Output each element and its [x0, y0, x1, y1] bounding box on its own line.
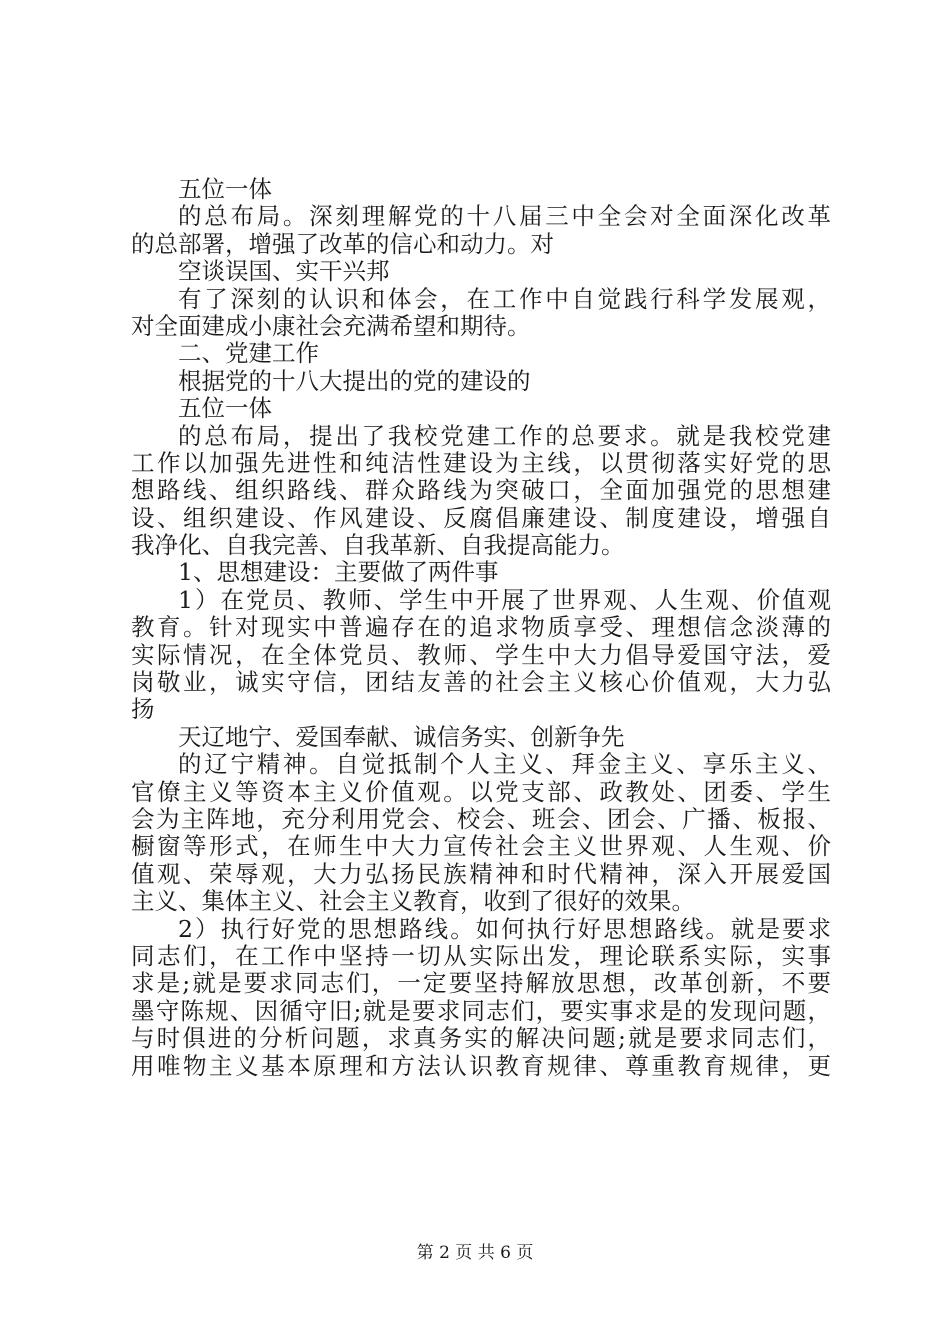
- text-line: 2）执行好党的思想路线。如何执行好思想路线。就是要求: [178, 914, 831, 943]
- text-line: 五位一体: [178, 394, 272, 423]
- text-line: 墨守陈规、因循守旧;就是要求同志们，要实事求是的发现问题，: [131, 996, 831, 1025]
- text-line: 二、党建工作: [178, 339, 319, 368]
- text-line: 的总布局。深刻理解党的十八届三中全会对全面深化改革: [178, 202, 831, 231]
- text-line: 主义、集体主义、社会主义教育，收到了很好的效果。: [131, 887, 695, 916]
- text-line: 教育。针对现实中普遍存在的追求物质享受、理想信念淡薄的: [131, 613, 831, 642]
- text-line: 值观、荣辱观，大力弘扬民族精神和时代精神，深入开展爱国: [131, 859, 831, 888]
- page-footer: 第 2 页 共 6 页: [416, 1243, 534, 1263]
- text-line: 与时俱进的分析问题，求真务实的解决问题;就是要求同志们，: [131, 1024, 831, 1053]
- document-body: [131, 176, 831, 1080]
- text-line: 的总部署，增强了改革的信心和动力。对: [131, 229, 554, 258]
- text-line: 1）在党员、教师、学生中开展了世界观、人生观、价值观: [178, 585, 831, 614]
- text-line: 我净化、自我完善、自我革新、自我提高能力。: [131, 531, 625, 560]
- text-line: 设、组织建设、作风建设、反腐倡廉建设、制度建设，增强自: [131, 503, 831, 532]
- text-line: 工作以加强先进性和纯洁性建设为主线，以贯彻落实好党的思: [131, 448, 831, 477]
- text-line: 1、思想建设：主要做了两件事: [178, 558, 499, 587]
- text-line: 空谈误国、实干兴邦: [178, 257, 390, 286]
- text-line: 对全面建成小康社会充满希望和期待。: [131, 311, 531, 340]
- text-line: 同志们，在工作中坚持一切从实际出发，理论联系实际，实事: [131, 941, 831, 970]
- text-line: 实际情况，在全体党员、教师、学生中大力倡导爱国守法，爱: [131, 640, 831, 669]
- text-line: 有了深刻的认识和体会，在工作中自觉践行科学发展观，: [178, 284, 831, 313]
- text-line: 的总布局，提出了我校党建工作的总要求。就是我校党建: [178, 421, 831, 450]
- text-line: 五位一体: [178, 175, 272, 203]
- text-line: 天辽地宁、爱国奉献、诚信务实、创新争先: [178, 722, 625, 751]
- text-line: 求是;就是要求同志们，一定要坚持解放思想，改革创新，不要: [131, 969, 831, 998]
- text-line: 根据党的十八大提出的党的建设的: [178, 366, 531, 395]
- text-line: 想路线、组织路线、群众路线为突破口，全面加强党的思想建: [131, 476, 831, 505]
- text-line: 橱窗等形式，在师生中大力宣传社会主义世界观、人生观、价: [131, 832, 831, 861]
- text-line: 用唯物主义基本原理和方法认识教育规律、尊重教育规律，更: [131, 1051, 831, 1080]
- text-line: 岗敬业，诚实守信，团结友善的社会主义核心价值观，大力弘: [131, 668, 831, 697]
- text-line: 官僚主义等资本主义价值观。以党支部、政教处、团委、学生: [131, 777, 831, 806]
- text-line: 会为主阵地，充分利用党会、校会、班会、团会、广播、板报、: [131, 804, 831, 833]
- text-line: 的辽宁精神。自觉抵制个人主义、拜金主义、享乐主义、: [178, 750, 831, 779]
- text-line: 扬: [131, 695, 155, 724]
